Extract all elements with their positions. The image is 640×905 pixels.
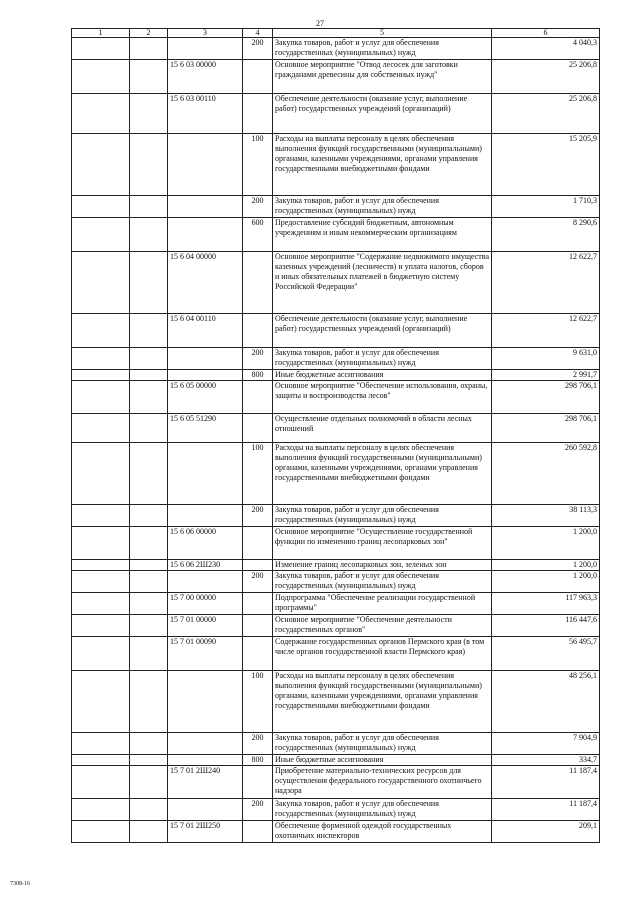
cell-empty — [72, 414, 130, 443]
target-code-cell — [168, 733, 243, 755]
cell-empty — [130, 755, 168, 766]
target-code-cell: 15 7 00 00000 — [168, 593, 243, 615]
cell-empty — [130, 560, 168, 571]
column-number: 1 — [72, 29, 130, 38]
table-row — [72, 60, 600, 94]
cell-empty — [72, 60, 130, 94]
item-name-cell: Обеспечение форменной одеждой государственных охотничьих инспекторов — [273, 821, 492, 843]
amount-cell: 11 187,4 — [492, 766, 600, 799]
item-name-cell: Основное мероприятие "Содержание недвижимого имущества казенных учреждений (лесничеств) и уплата налогов, сборов и иных обязательных платежей в бюджетную систему Российской Федерации" — [273, 252, 492, 314]
cell-empty — [130, 527, 168, 560]
amount-cell: 1 200,0 — [492, 560, 600, 571]
item-name-cell: Содержание государственных органов Пермского края (в том числе органов государственной власти Пермского края) — [273, 637, 492, 671]
table-row — [72, 314, 600, 348]
cell-empty — [130, 637, 168, 671]
item-name-cell: Основное мероприятие "Отвод лесосек для заготовки гражданами древесины для собственных нужд" — [273, 60, 492, 94]
amount-cell: 298 706,1 — [492, 414, 600, 443]
cell-empty — [130, 593, 168, 615]
cell-empty — [130, 252, 168, 314]
table-row — [72, 94, 600, 134]
amount-cell: 12 622,7 — [492, 314, 600, 348]
amount-cell: 7 904,9 — [492, 733, 600, 755]
target-code-cell — [168, 755, 243, 766]
table-row — [72, 370, 600, 381]
expense-type-cell — [243, 593, 273, 615]
expense-type-cell — [243, 766, 273, 799]
expense-type-cell — [243, 615, 273, 637]
cell-empty — [130, 218, 168, 252]
table-row — [72, 443, 600, 505]
cell-empty — [72, 314, 130, 348]
cell-empty — [72, 615, 130, 637]
target-code-cell — [168, 443, 243, 505]
expense-type-cell — [243, 560, 273, 571]
item-name-cell: Приобретение материально-технических ресурсов для осуществления федерального государственного охотничьего надзора — [273, 766, 492, 799]
expense-type-cell: 200 — [243, 348, 273, 370]
cell-empty — [72, 134, 130, 196]
cell-empty — [130, 196, 168, 218]
expense-type-cell — [243, 637, 273, 671]
target-code-cell — [168, 370, 243, 381]
column-number: 2 — [130, 29, 168, 38]
expense-type-cell — [243, 381, 273, 414]
amount-cell: 117 963,3 — [492, 593, 600, 615]
amount-cell: 25 206,8 — [492, 60, 600, 94]
target-code-cell: 15 7 01 2Ш250 — [168, 821, 243, 843]
target-code-cell: 15 6 04 00110 — [168, 314, 243, 348]
item-name-cell: Обеспечение деятельности (оказание услуг, выполнение работ) государственных учреждений (организаций) — [273, 94, 492, 134]
amount-cell: 4 040,3 — [492, 38, 600, 60]
cell-empty — [130, 94, 168, 134]
cell-empty — [72, 348, 130, 370]
target-code-cell: 15 6 03 00110 — [168, 94, 243, 134]
expense-type-cell: 200 — [243, 505, 273, 527]
amount-cell: 8 290,6 — [492, 218, 600, 252]
table-row — [72, 218, 600, 252]
cell-empty — [72, 755, 130, 766]
table-row — [72, 733, 600, 755]
table-row — [72, 38, 600, 60]
column-number: 4 — [243, 29, 273, 38]
table-row — [72, 571, 600, 593]
target-code-cell — [168, 799, 243, 821]
target-code-cell — [168, 38, 243, 60]
cell-empty — [130, 821, 168, 843]
target-code-cell — [168, 218, 243, 252]
item-name-cell: Иные бюджетные ассигнования — [273, 755, 492, 766]
expense-type-cell: 200 — [243, 799, 273, 821]
expense-type-cell: 800 — [243, 370, 273, 381]
cell-empty — [72, 94, 130, 134]
cell-empty — [72, 381, 130, 414]
target-code-cell — [168, 134, 243, 196]
cell-empty — [130, 381, 168, 414]
item-name-cell: Иные бюджетные ассигнования — [273, 370, 492, 381]
amount-cell: 2 991,7 — [492, 370, 600, 381]
item-name-cell: Основное мероприятие "Обеспечение использования, охраны, защиты и воспроизводства лесов" — [273, 381, 492, 414]
cell-empty — [72, 218, 130, 252]
cell-empty — [72, 252, 130, 314]
expense-type-cell — [243, 527, 273, 560]
item-name-cell: Подпрограмма "Обеспечение реализации государственной программы" — [273, 593, 492, 615]
table-row — [72, 134, 600, 196]
target-code-cell: 15 7 01 00000 — [168, 615, 243, 637]
item-name-cell: Закупка товаров, работ и услуг для обеспечения государственных (муниципальных) нужд — [273, 505, 492, 527]
item-name-cell: Осуществление отдельных полномочий в области лесных отношений — [273, 414, 492, 443]
table-row — [72, 799, 600, 821]
item-name-cell: Закупка товаров, работ и услуг для обеспечения государственных (муниципальных) нужд — [273, 799, 492, 821]
item-name-cell: Изменение границ лесопарковых зон, зеленых зон — [273, 560, 492, 571]
amount-cell: 116 447,6 — [492, 615, 600, 637]
column-number: 5 — [273, 29, 492, 38]
table-row — [72, 637, 600, 671]
cell-empty — [130, 671, 168, 733]
cell-empty — [130, 370, 168, 381]
page-number: 27 — [316, 19, 324, 28]
target-code-cell — [168, 671, 243, 733]
cell-empty — [130, 38, 168, 60]
cell-empty — [72, 527, 130, 560]
table-row — [72, 593, 600, 615]
cell-empty — [72, 766, 130, 799]
cell-empty — [130, 348, 168, 370]
expense-type-cell: 800 — [243, 755, 273, 766]
footer-code: 7308-16 — [10, 881, 30, 887]
expense-type-cell: 200 — [243, 196, 273, 218]
expense-type-cell: 100 — [243, 671, 273, 733]
item-name-cell: Закупка товаров, работ и услуг для обеспечения государственных (муниципальных) нужд — [273, 733, 492, 755]
table-row — [72, 196, 600, 218]
target-code-cell: 15 6 05 51290 — [168, 414, 243, 443]
item-name-cell: Закупка товаров, работ и услуг для обеспечения государственных (муниципальных) нужд — [273, 38, 492, 60]
column-number: 3 — [168, 29, 243, 38]
expense-type-cell — [243, 94, 273, 134]
table-body — [72, 29, 600, 843]
item-name-cell: Предоставление субсидий бюджетным, автономным учреждениям и иным некоммерческим организациям — [273, 218, 492, 252]
table-row — [72, 560, 600, 571]
cell-empty — [130, 571, 168, 593]
item-name-cell: Основное мероприятие "Обеспечение деятельности государственных органов" — [273, 615, 492, 637]
table-row — [72, 414, 600, 443]
amount-cell: 25 206,8 — [492, 94, 600, 134]
expense-type-cell — [243, 414, 273, 443]
table-row — [72, 348, 600, 370]
column-number-row — [72, 29, 600, 38]
table-row — [72, 821, 600, 843]
amount-cell: 298 706,1 — [492, 381, 600, 414]
amount-cell: 15 205,9 — [492, 134, 600, 196]
amount-cell: 1 200,0 — [492, 571, 600, 593]
cell-empty — [72, 671, 130, 733]
budget-table — [71, 28, 600, 843]
cell-empty — [72, 637, 130, 671]
amount-cell: 260 592,8 — [492, 443, 600, 505]
expense-type-cell: 200 — [243, 733, 273, 755]
cell-empty — [72, 196, 130, 218]
item-name-cell: Обеспечение деятельности (оказание услуг, выполнение работ) государственных учреждений (организаций) — [273, 314, 492, 348]
cell-empty — [72, 821, 130, 843]
expense-type-cell — [243, 252, 273, 314]
cell-empty — [130, 505, 168, 527]
target-code-cell: 15 6 04 00000 — [168, 252, 243, 314]
target-code-cell: 15 6 06 2Ш230 — [168, 560, 243, 571]
cell-empty — [130, 443, 168, 505]
cell-empty — [130, 799, 168, 821]
amount-cell: 12 622,7 — [492, 252, 600, 314]
target-code-cell — [168, 571, 243, 593]
amount-cell: 1 200,0 — [492, 527, 600, 560]
table-row — [72, 505, 600, 527]
amount-cell: 38 113,3 — [492, 505, 600, 527]
expense-type-cell — [243, 60, 273, 94]
table-row — [72, 252, 600, 314]
target-code-cell: 15 7 01 00090 — [168, 637, 243, 671]
table-row — [72, 671, 600, 733]
item-name-cell: Закупка товаров, работ и услуг для обеспечения государственных (муниципальных) нужд — [273, 348, 492, 370]
item-name-cell: Расходы на выплаты персоналу в целях обеспечения выполнения функций государственными (муниципальными) органами, казенными учреждениями, органами управления государственными внебюджетными фондами — [273, 134, 492, 196]
cell-empty — [130, 414, 168, 443]
target-code-cell — [168, 348, 243, 370]
expense-type-cell: 200 — [243, 38, 273, 60]
target-code-cell — [168, 196, 243, 218]
column-number: 6 — [492, 29, 600, 38]
item-name-cell: Закупка товаров, работ и услуг для обеспечения государственных (муниципальных) нужд — [273, 196, 492, 218]
amount-cell: 209,1 — [492, 821, 600, 843]
cell-empty — [130, 615, 168, 637]
cell-empty — [72, 38, 130, 60]
amount-cell: 56 495,7 — [492, 637, 600, 671]
cell-empty — [130, 134, 168, 196]
target-code-cell: 15 6 05 00000 — [168, 381, 243, 414]
expense-type-cell: 200 — [243, 571, 273, 593]
cell-empty — [130, 733, 168, 755]
target-code-cell: 15 6 06 00000 — [168, 527, 243, 560]
item-name-cell: Закупка товаров, работ и услуг для обеспечения государственных (муниципальных) нужд — [273, 571, 492, 593]
cell-empty — [72, 370, 130, 381]
amount-cell: 9 631,0 — [492, 348, 600, 370]
cell-empty — [72, 443, 130, 505]
table-row — [72, 766, 600, 799]
amount-cell: 334,7 — [492, 755, 600, 766]
amount-cell: 48 256,1 — [492, 671, 600, 733]
cell-empty — [72, 505, 130, 527]
table-row — [72, 615, 600, 637]
cell-empty — [72, 560, 130, 571]
cell-empty — [72, 571, 130, 593]
item-name-cell: Основное мероприятие "Осуществление государственной функции по изменению границ лесопарковых зон" — [273, 527, 492, 560]
target-code-cell — [168, 505, 243, 527]
cell-empty — [130, 314, 168, 348]
item-name-cell: Расходы на выплаты персоналу в целях обеспечения выполнения функций государственными (муниципальными) органами, казенными учреждениями, органами управления государственными внебюджетными фондами — [273, 443, 492, 505]
expense-type-cell: 100 — [243, 134, 273, 196]
target-code-cell: 15 6 03 00000 — [168, 60, 243, 94]
cell-empty — [72, 799, 130, 821]
amount-cell: 11 187,4 — [492, 799, 600, 821]
amount-cell: 1 710,3 — [492, 196, 600, 218]
cell-empty — [72, 593, 130, 615]
cell-empty — [130, 60, 168, 94]
target-code-cell: 15 7 01 2Ш240 — [168, 766, 243, 799]
table-row — [72, 527, 600, 560]
expense-type-cell: 600 — [243, 218, 273, 252]
cell-empty — [72, 733, 130, 755]
expense-type-cell — [243, 314, 273, 348]
table-row — [72, 381, 600, 414]
expense-type-cell — [243, 821, 273, 843]
expense-type-cell: 100 — [243, 443, 273, 505]
table-row — [72, 755, 600, 766]
item-name-cell: Расходы на выплаты персоналу в целях обеспечения выполнения функций государственными (муниципальными) органами, казенными учреждениями, органами управления государственными внебюджетными фондами — [273, 671, 492, 733]
cell-empty — [130, 766, 168, 799]
